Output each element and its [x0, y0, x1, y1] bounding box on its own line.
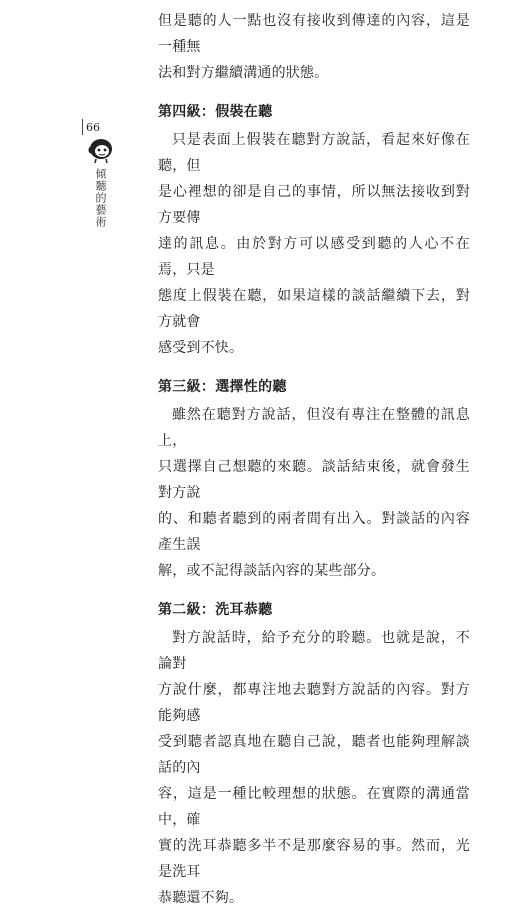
- book-title-vertical: 傾聽的藝術: [94, 168, 107, 228]
- text-line: 但是聽的人一點也沒有接收到傳達的內容，這是一種無: [158, 13, 470, 55]
- section-level-2: [158, 597, 470, 911]
- text-line: 只是表面上假裝在聽對方說話，看起來好像在聽，但: [158, 132, 470, 174]
- text-line: 是心裡想的卻是自己的事情，所以無法接收到對方要傳: [158, 184, 470, 226]
- section-heading: 第四級：假裝在聽: [158, 104, 273, 120]
- text-line: 對方說話時，給予充分的聆聽。也就是說，不論對: [158, 630, 470, 672]
- text-line: 法和對方繼續溝通的狀態。: [158, 65, 329, 81]
- text-line: 容，這是一種比較理想的狀態。在實際的溝通當中，確: [158, 786, 470, 828]
- section-level-3: [158, 374, 470, 584]
- page-margin: [84, 118, 124, 258]
- text-line: 雖然在聽對方說話，但沒有專注在整體的訊息上，: [158, 407, 470, 449]
- section-level-4: [158, 99, 470, 361]
- text-line: 受到聽者認真地在聽自己說，聽者也能夠理解談話的內: [158, 734, 470, 776]
- text-line: 感受到不快。: [158, 340, 244, 356]
- intro-paragraph: [158, 8, 470, 86]
- section-heading: 第二級：洗耳恭聽: [158, 602, 273, 618]
- text-line: 恭聽還不夠。: [158, 890, 244, 906]
- mascot-character-icon: [87, 136, 115, 164]
- section-heading: 第三級：選擇性的聽: [158, 379, 287, 395]
- text-line: 只選擇自己想聽的來聽。談話結束後，就會發生對方說: [158, 459, 470, 501]
- text-line: 達的訊息。由於對方可以感受到聽的人心不在焉，只是: [158, 236, 470, 278]
- text-line: 解，或不記得談話內容的某些部分。: [158, 563, 386, 579]
- text-line: 方說什麼，都專注地去聽對方說話的內容。對方能夠感: [158, 682, 470, 724]
- text-line: 態度上假裝在聽，如果這樣的談話繼續下去，對方就會: [158, 288, 470, 330]
- page-body: [158, 8, 470, 911]
- text-line: 實的洗耳恭聽多半不是那麼容易的事。然而，光是洗耳: [158, 838, 470, 880]
- page-number: 66: [86, 121, 100, 134]
- text-line: 的、和聽者聽到的兩者間有出入。對談話的內容產生誤: [158, 511, 470, 553]
